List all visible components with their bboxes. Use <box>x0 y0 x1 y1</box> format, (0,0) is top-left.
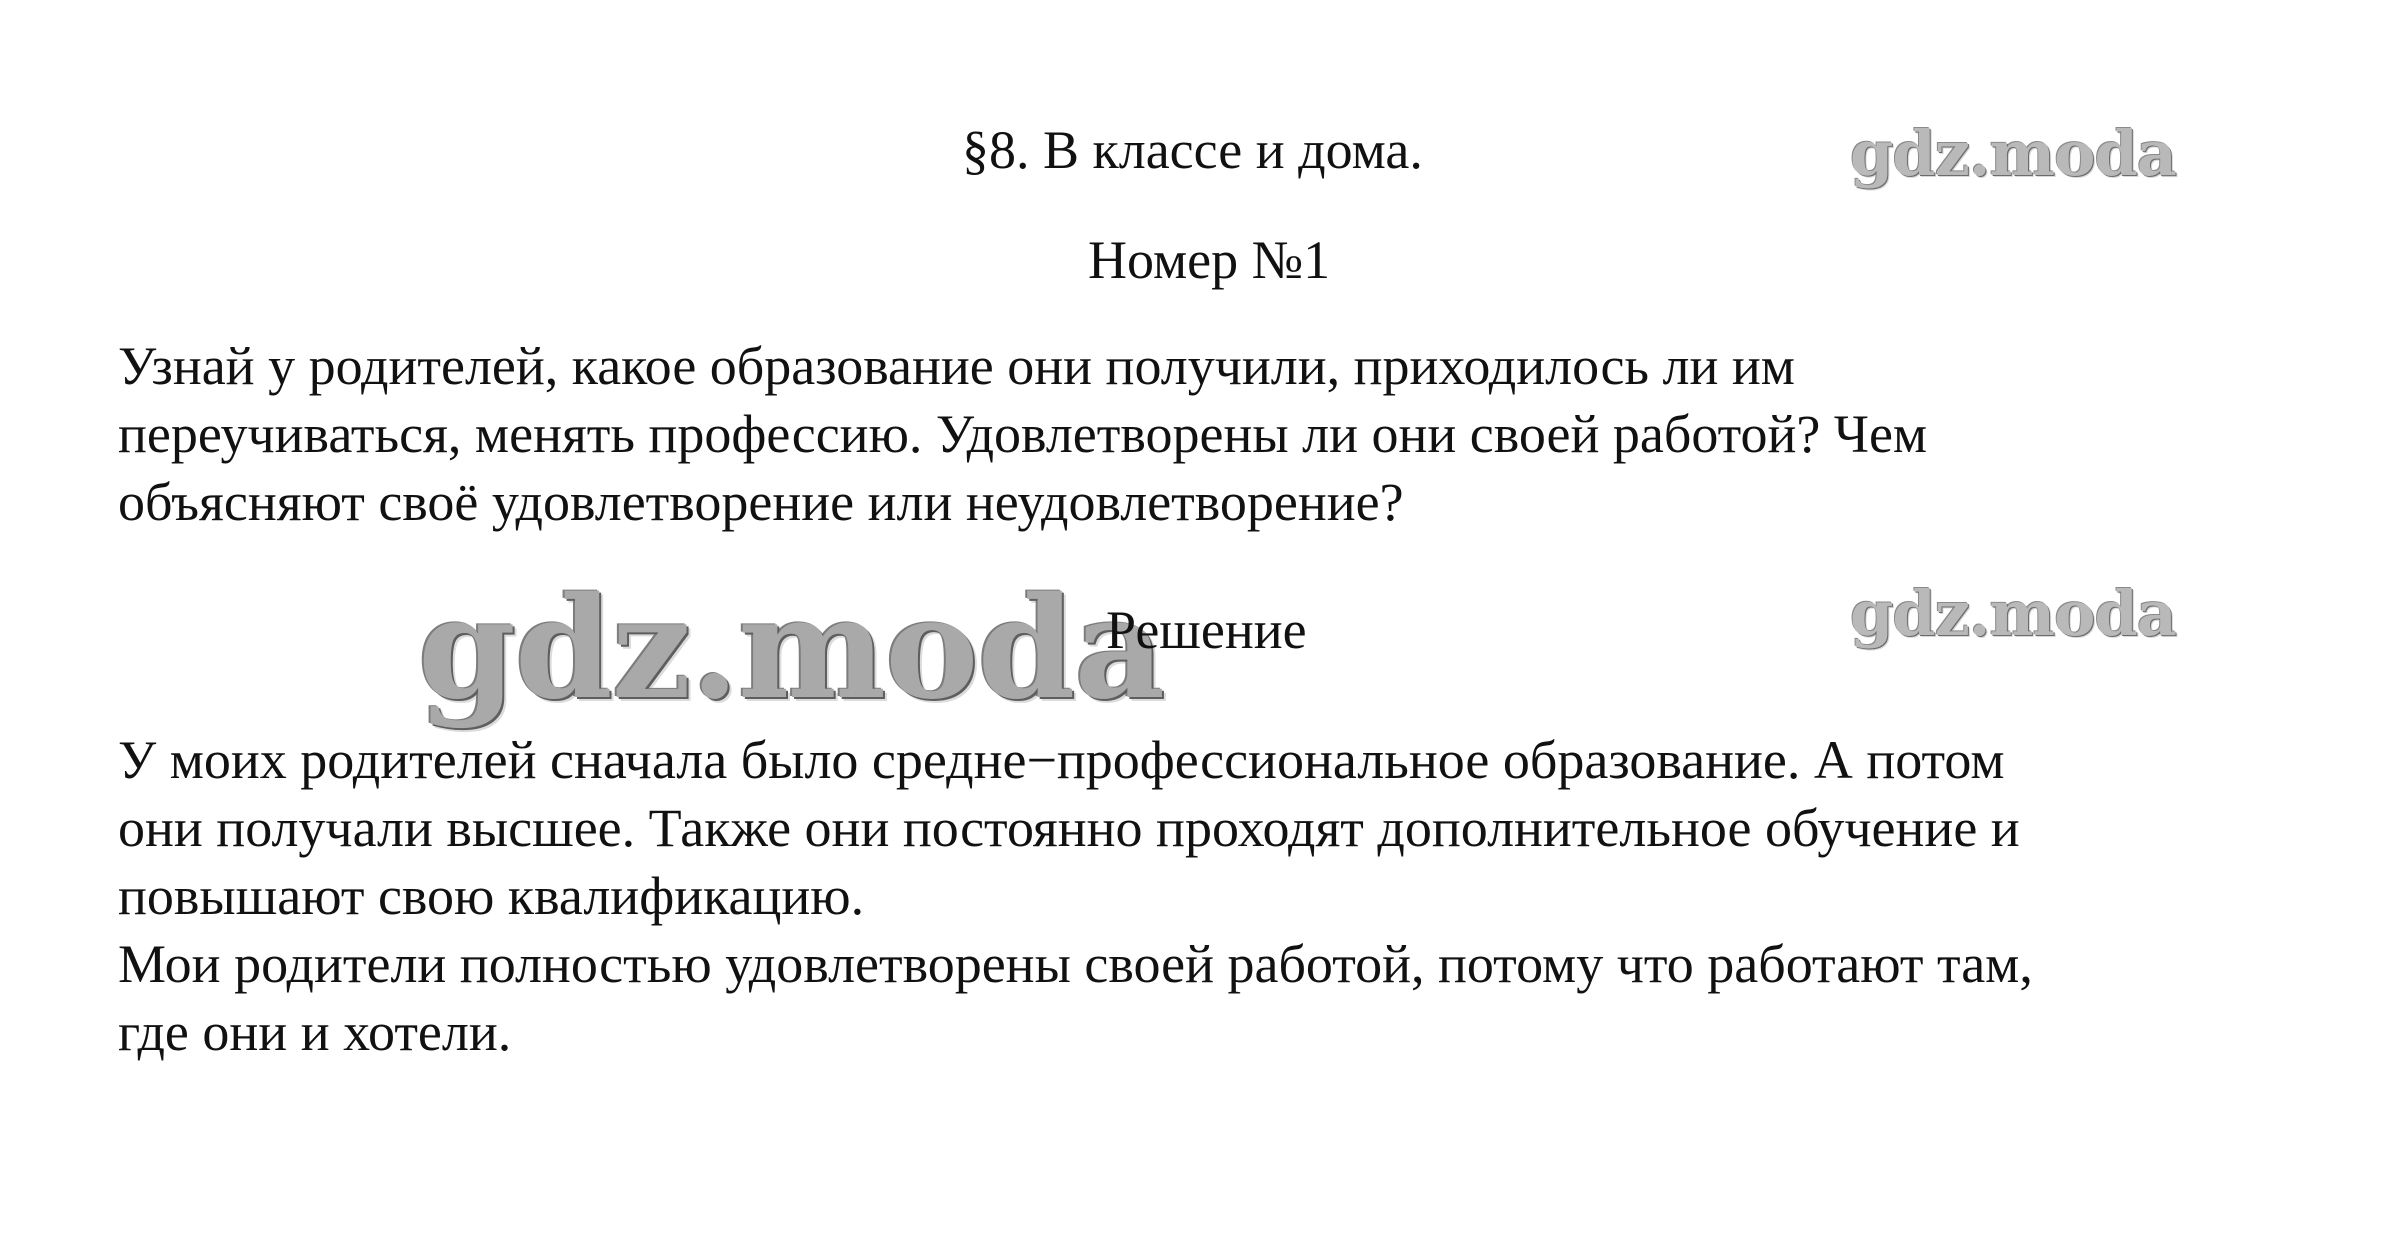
section-title: §8. В классе и дома. <box>962 120 1423 180</box>
task-text <box>118 332 2358 536</box>
watermark-middle: gdz.moda <box>1850 577 2176 650</box>
answer-line: повышают свою квалификацию. <box>118 866 865 926</box>
task-number: Номер №1 <box>1088 230 1331 290</box>
task-line: Узнай у родителей, какое образование они получили, приходилось ли им <box>118 336 1795 396</box>
answer-line: где они и хотели. <box>118 1002 512 1062</box>
answer-line: У моих родителей сначала было средне−профессиональное образование. А потом <box>118 730 2005 790</box>
answer-line: они получали высшее. Также они постоянно проходят дополнительное обучение и <box>118 798 2020 858</box>
solution-label: Решение <box>1106 600 1307 660</box>
watermark-large: gdz.moda <box>418 567 1165 731</box>
answer-text <box>118 726 2358 1066</box>
task-line: объясняют своё удовлетворение или неудовлетворение? <box>118 472 1404 532</box>
answer-line: Мои родители полностью удовлетворены своей работой, потому что работают там, <box>118 934 2033 994</box>
task-line: переучиваться, менять профессию. Удовлетворены ли они своей работой? Чем <box>118 404 1928 464</box>
watermark-top: gdz.moda <box>1850 117 2176 190</box>
